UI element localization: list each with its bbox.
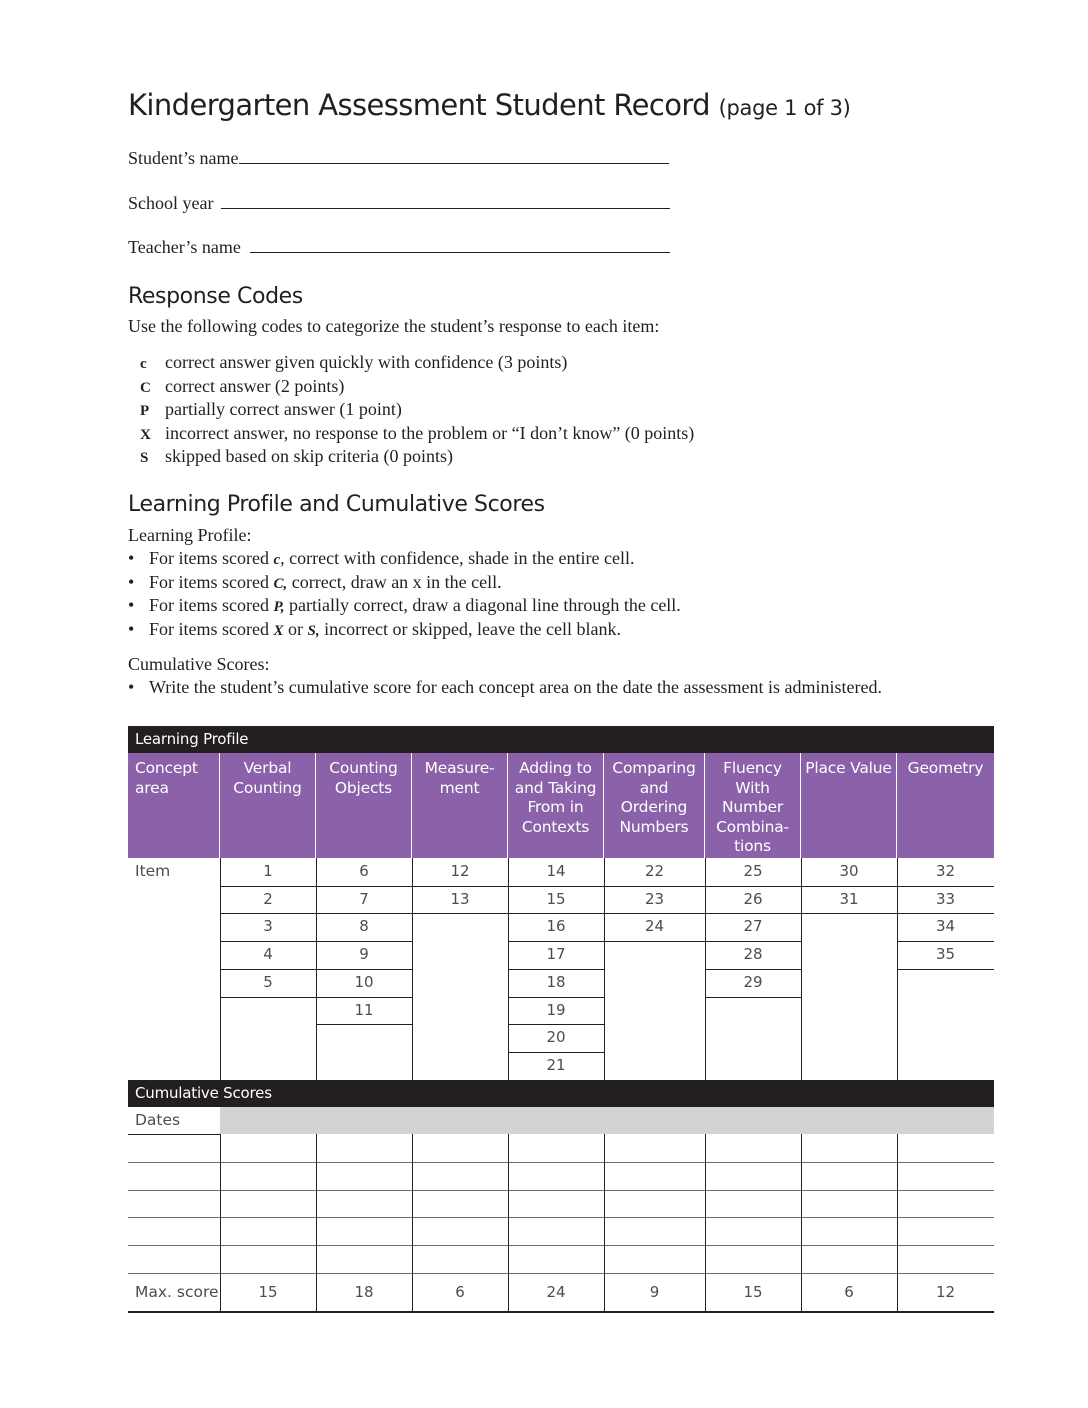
bullet-code-text: X bbox=[273, 622, 284, 639]
column-divider bbox=[508, 1134, 509, 1311]
item-number[interactable]: 2 bbox=[263, 889, 273, 908]
column-divider bbox=[412, 1134, 413, 1311]
score-cell[interactable] bbox=[897, 1217, 994, 1245]
response-code: C bbox=[140, 379, 151, 396]
column-header: Place Value bbox=[801, 753, 897, 858]
score-cell[interactable] bbox=[604, 1134, 705, 1162]
max-score-value: 6 bbox=[844, 1282, 854, 1301]
score-cell[interactable] bbox=[316, 1217, 412, 1245]
item-number[interactable]: 13 bbox=[450, 889, 470, 908]
score-cell[interactable] bbox=[508, 1162, 604, 1190]
item-row-divider bbox=[604, 941, 705, 942]
score-cell[interactable] bbox=[897, 1162, 994, 1190]
score-cell[interactable] bbox=[128, 1190, 220, 1218]
max-score-value: 12 bbox=[935, 1282, 956, 1301]
column-header: Fluency With Number Combina- tions bbox=[705, 753, 801, 858]
response-code: c bbox=[140, 356, 147, 372]
column-divider bbox=[604, 1134, 605, 1311]
column-divider bbox=[316, 1134, 317, 1311]
score-cell[interactable] bbox=[508, 1217, 604, 1245]
teacher-name-line[interactable] bbox=[250, 236, 670, 253]
bullet-dot: • bbox=[128, 548, 135, 568]
item-number[interactable]: 29 bbox=[743, 972, 763, 991]
max-score-value: 18 bbox=[354, 1282, 374, 1301]
student-name-line[interactable] bbox=[239, 147, 669, 164]
column-divider bbox=[220, 1134, 221, 1311]
response-code-item bbox=[140, 375, 694, 399]
item-number[interactable]: 8 bbox=[359, 917, 369, 936]
score-cell[interactable] bbox=[604, 1245, 705, 1273]
item-number[interactable]: 34 bbox=[935, 917, 956, 936]
score-cell[interactable] bbox=[128, 1245, 220, 1273]
item-number[interactable]: 19 bbox=[546, 1000, 566, 1019]
response-code-description: correct answer given quickly with confidence (3 points) bbox=[165, 352, 568, 372]
bullet-text: or bbox=[283, 618, 308, 639]
dates-label: Dates bbox=[135, 1110, 181, 1129]
bullet-dot: • bbox=[128, 595, 135, 615]
score-cell[interactable] bbox=[508, 1245, 604, 1273]
bullet-text: , correct with confidence, shade in the entire cell. bbox=[280, 548, 635, 568]
item-number[interactable]: 32 bbox=[935, 862, 956, 880]
school-year-field[interactable] bbox=[128, 192, 670, 214]
response-codes-heading: Response Codes bbox=[128, 284, 303, 309]
item-row-divider bbox=[220, 997, 316, 998]
item-number[interactable]: 23 bbox=[644, 889, 665, 908]
item-number[interactable]: 35 bbox=[935, 945, 956, 964]
score-cell[interactable] bbox=[897, 1190, 994, 1218]
item-number[interactable]: 17 bbox=[546, 945, 566, 964]
score-cell[interactable] bbox=[128, 1134, 220, 1162]
response-codes-list bbox=[140, 351, 694, 469]
score-cell[interactable] bbox=[412, 1162, 508, 1190]
bullet-text: For items scored bbox=[149, 618, 274, 639]
column-header: Comparing and Ordering Numbers bbox=[604, 753, 705, 858]
bullet-text: correct, draw an x in the cell. bbox=[287, 571, 502, 592]
bullet-dot: • bbox=[128, 618, 135, 639]
item-number[interactable]: 22 bbox=[644, 862, 665, 880]
response-code-item bbox=[140, 351, 694, 375]
bullet-text: For items scored bbox=[149, 571, 274, 592]
item-number[interactable]: 16 bbox=[546, 917, 566, 936]
school-year-label: School year bbox=[128, 193, 214, 213]
item-number[interactable]: 12 bbox=[450, 862, 470, 880]
item-number[interactable]: 18 bbox=[546, 972, 566, 991]
column-divider bbox=[412, 858, 413, 1080]
item-number[interactable]: 5 bbox=[263, 972, 273, 991]
response-code-description: correct answer (2 points) bbox=[165, 375, 345, 396]
bullet-code bbox=[273, 595, 284, 615]
score-cell[interactable] bbox=[220, 1162, 316, 1190]
score-cell[interactable] bbox=[508, 1190, 604, 1218]
item-number[interactable]: 3 bbox=[263, 917, 273, 936]
score-cell[interactable] bbox=[705, 1134, 801, 1162]
item-number[interactable]: 1 bbox=[263, 862, 273, 880]
score-cell[interactable] bbox=[128, 1162, 220, 1190]
item-number[interactable]: 28 bbox=[743, 945, 763, 964]
item-number[interactable]: 24 bbox=[644, 917, 665, 936]
bullet-code bbox=[308, 619, 320, 639]
score-cell[interactable] bbox=[220, 1245, 316, 1273]
teacher-name-field[interactable] bbox=[128, 236, 670, 258]
bullet-code bbox=[273, 572, 287, 592]
score-cell[interactable] bbox=[316, 1162, 412, 1190]
item-label: Item bbox=[135, 862, 171, 880]
score-cell[interactable] bbox=[412, 1190, 508, 1218]
item-number[interactable]: 30 bbox=[839, 862, 859, 880]
response-code-description: skipped based on skip criteria (0 points) bbox=[165, 446, 453, 466]
score-cell[interactable] bbox=[705, 1190, 801, 1218]
score-cell[interactable] bbox=[801, 1217, 897, 1245]
item-row-divider bbox=[897, 969, 994, 970]
score-cell[interactable] bbox=[220, 1190, 316, 1218]
column-divider bbox=[897, 858, 898, 1080]
column-divider bbox=[705, 858, 706, 1080]
bullet-code-text: C, bbox=[273, 575, 288, 592]
column-header: Measure- ment bbox=[412, 753, 508, 858]
column-divider bbox=[316, 858, 317, 1080]
score-cell[interactable] bbox=[220, 1217, 316, 1245]
bullet-code-text: S, bbox=[307, 622, 320, 639]
item-number[interactable]: 27 bbox=[743, 917, 763, 936]
score-cell[interactable] bbox=[220, 1134, 316, 1162]
item-row-divider bbox=[705, 997, 801, 998]
item-number[interactable]: 20 bbox=[546, 1028, 566, 1047]
learning-profile-heading: Learning Profile and Cumulative Scores bbox=[128, 492, 545, 517]
profile-bullet-item bbox=[128, 571, 681, 595]
response-code-item bbox=[140, 445, 694, 469]
score-cell[interactable] bbox=[705, 1162, 801, 1190]
score-cell[interactable] bbox=[897, 1134, 994, 1162]
score-cell[interactable] bbox=[412, 1217, 508, 1245]
cumulative-bullet-item bbox=[128, 676, 882, 700]
item-number[interactable]: 21 bbox=[546, 1055, 566, 1074]
max-score-value: 9 bbox=[649, 1282, 660, 1301]
max-score-value: 15 bbox=[258, 1282, 278, 1301]
score-cell[interactable] bbox=[316, 1190, 412, 1218]
item-number[interactable]: 33 bbox=[935, 889, 956, 908]
response-code-description: incorrect answer, no response to the problem or “I don’t know” (0 points) bbox=[165, 422, 695, 443]
item-number[interactable]: 31 bbox=[839, 889, 859, 908]
school-year-line[interactable] bbox=[221, 192, 670, 209]
page-note: (page 1 of 3) bbox=[718, 96, 851, 120]
item-number[interactable]: 25 bbox=[743, 862, 763, 880]
item-number[interactable]: 26 bbox=[743, 889, 763, 908]
score-cell[interactable] bbox=[705, 1217, 801, 1245]
bullet-code-text: c bbox=[273, 552, 281, 568]
score-cell[interactable] bbox=[897, 1245, 994, 1273]
bullet-dot: • bbox=[128, 571, 135, 592]
item-row-divider bbox=[412, 913, 508, 914]
item-row-divider bbox=[316, 1024, 412, 1025]
item-number[interactable]: 6 bbox=[359, 862, 369, 880]
column-divider bbox=[220, 858, 221, 1080]
response-code: P bbox=[140, 403, 150, 419]
score-cell[interactable] bbox=[705, 1245, 801, 1273]
cumulative-scores-bar: Cumulative Scores bbox=[128, 1080, 994, 1107]
bullet-text: incorrect or skipped, leave the cell blank. bbox=[319, 618, 621, 639]
score-cell[interactable] bbox=[508, 1134, 604, 1162]
column-divider bbox=[508, 858, 509, 1080]
bullet-code-text: P, bbox=[273, 599, 285, 615]
response-code: X bbox=[140, 426, 151, 443]
score-cell[interactable] bbox=[801, 1190, 897, 1218]
column-divider bbox=[801, 858, 802, 1080]
item-number[interactable]: 7 bbox=[359, 889, 369, 908]
item-number[interactable]: 10 bbox=[354, 972, 374, 991]
score-cell[interactable] bbox=[801, 1162, 897, 1190]
response-codes-intro: Use the following codes to categorize the student’s response to each item: bbox=[128, 316, 660, 336]
profile-bullet-item bbox=[128, 618, 681, 642]
max-score-value: 15 bbox=[743, 1282, 763, 1301]
table-bottom-border bbox=[128, 1311, 994, 1313]
response-code-item bbox=[140, 398, 694, 422]
bullet-dot: • bbox=[128, 677, 135, 697]
column-divider bbox=[801, 1134, 802, 1311]
max-score-label: Max. score bbox=[135, 1282, 219, 1301]
score-cell[interactable] bbox=[801, 1134, 897, 1162]
score-cell[interactable] bbox=[316, 1245, 412, 1273]
profile-bullet-item bbox=[128, 594, 681, 618]
profile-bullet-item bbox=[128, 547, 681, 571]
item-number[interactable]: 14 bbox=[546, 862, 566, 880]
column-divider bbox=[705, 1134, 706, 1311]
item-number[interactable]: 11 bbox=[354, 1000, 374, 1019]
bullet-code bbox=[273, 619, 283, 639]
score-cell[interactable] bbox=[412, 1245, 508, 1273]
learning-profile-label: Learning Profile: bbox=[128, 525, 252, 545]
column-header: Counting Objects bbox=[316, 753, 412, 858]
item-number[interactable]: 9 bbox=[359, 945, 369, 964]
max-score-value: 6 bbox=[455, 1282, 465, 1301]
column-header: Adding to and Taking From in Contexts bbox=[508, 753, 604, 858]
item-row-divider bbox=[801, 913, 897, 914]
response-code-item bbox=[140, 422, 694, 446]
score-cell[interactable] bbox=[316, 1134, 412, 1162]
score-cell[interactable] bbox=[604, 1217, 705, 1245]
teacher-name-label: Teacher’s name bbox=[128, 237, 241, 257]
score-cell[interactable] bbox=[604, 1190, 705, 1218]
cumulative-scores-bullets bbox=[128, 676, 882, 700]
bullet-text: For items scored bbox=[149, 548, 274, 568]
max-score-value: 24 bbox=[546, 1282, 566, 1301]
concept-area-header: Concept area bbox=[128, 753, 220, 858]
cumulative-scores-label: Cumulative Scores: bbox=[128, 654, 270, 674]
column-divider bbox=[604, 858, 605, 1080]
column-header: Geometry bbox=[897, 753, 994, 858]
column-divider bbox=[897, 1134, 898, 1311]
student-name-label: Student’s name bbox=[128, 148, 239, 168]
item-number[interactable]: 15 bbox=[546, 889, 566, 908]
learning-profile-bar: Learning Profile bbox=[128, 726, 994, 753]
student-name-field[interactable] bbox=[128, 147, 669, 169]
bullet-text: Write the student’s cumulative score for each concept area on the date the assessment is administered. bbox=[149, 677, 883, 697]
score-cell[interactable] bbox=[128, 1217, 220, 1245]
score-cell[interactable] bbox=[412, 1134, 508, 1162]
item-number[interactable]: 4 bbox=[263, 945, 273, 964]
score-cell[interactable] bbox=[604, 1162, 705, 1190]
column-header: Verbal Counting bbox=[220, 753, 316, 858]
bullet-text: partially correct, draw a diagonal line through the cell. bbox=[284, 595, 681, 615]
title-text: Kindergarten Assessment Student Record bbox=[128, 88, 710, 122]
bullet-text: For items scored bbox=[149, 595, 274, 615]
learning-profile-bullets bbox=[128, 547, 681, 641]
page-title bbox=[128, 88, 851, 122]
response-code-description: partially correct answer (1 point) bbox=[165, 399, 402, 419]
score-cell[interactable] bbox=[801, 1245, 897, 1273]
dates-entry-row[interactable] bbox=[220, 1107, 994, 1135]
response-code: S bbox=[140, 450, 149, 466]
